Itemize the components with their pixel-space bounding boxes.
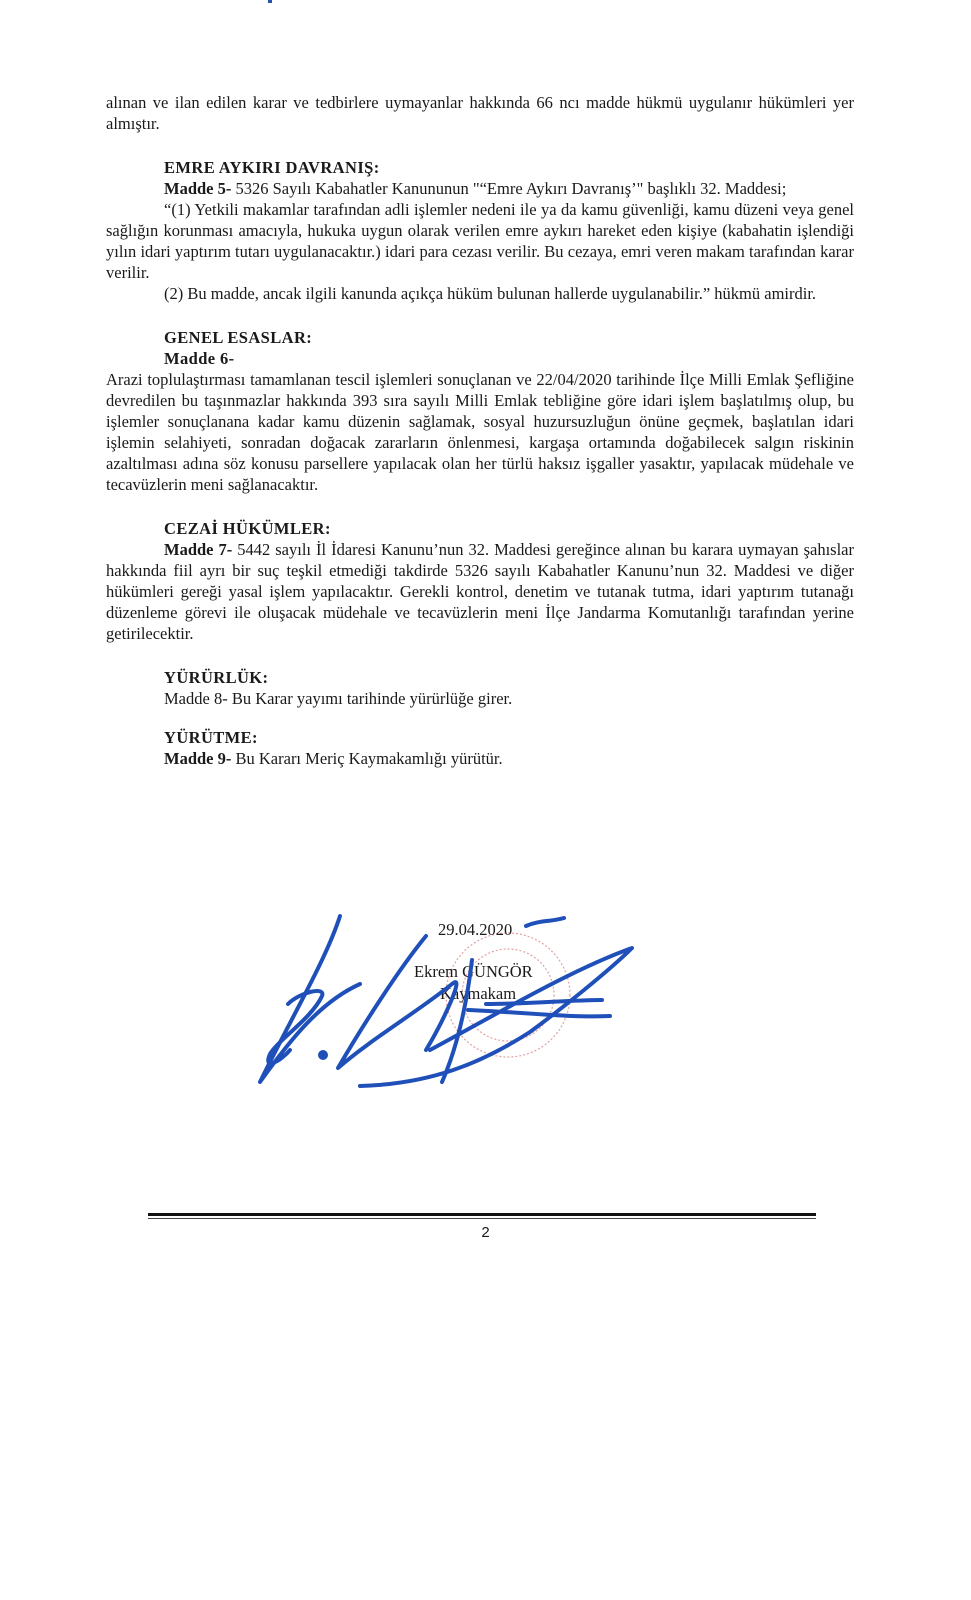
scan-mark: [268, 0, 272, 3]
intro-paragraph: alınan ve ilan edilen karar ve tedbirlere uymayanlar hakkında 66 ncı madde hükmü uygulanır hükümleri yer almıştır.: [106, 93, 854, 133]
signatory-title: Kaymakam: [440, 984, 517, 1003]
madde5-intro-text: 5326 Sayılı Kabahatler Kanununun "“Emre Aykırı Davranış’" başlıklı 32. Maddesi;: [231, 179, 787, 198]
madde8-heading: YÜRÜRLÜK:: [164, 668, 269, 687]
madde8-text: Madde 8- Bu Karar yayımı tarihinde yürürlüğe girer.: [164, 689, 513, 708]
signature-date: 29.04.2020: [438, 920, 513, 939]
madde9-heading: YÜRÜTME:: [164, 728, 258, 747]
handwritten-signature: [230, 900, 670, 1100]
madde5-para1: “(1) Yetkili makamlar tarafından adli işlemler nedeni ile ya da kamu güvenliği, kamu düzeni veya genel sağlığın korunması amacıyla, hukuka uygun olarak verilen emre aykırı hareket eden kişiye (kabahatin işlendiği yılın idari yaptırım tutarı uygulanacaktır.) idari para cezası verilir. Bu cezaya, emri veren makam tarafından karar verilir.: [106, 200, 854, 282]
footer-rule: [148, 1213, 816, 1216]
madde5-label: Madde 5-: [164, 179, 232, 198]
madde7-heading: CEZAİ HÜKÜMLER:: [164, 519, 331, 538]
madde7-text: 5442 sayılı İl İdaresi Kanunu’nun 32. Maddesi gereğince alınan bu karara uymayan şahıslar hakkında fiil ayrı bir suç teşkil etmediği takdirde 5326 sayılı Kabahatler Kanunu’nun 32. Maddesi ve diğer hükümleri gereği yasal işlem yapılacaktır. Gerekli kontrol, denetim ve tutanak tutma, idari yaptırım tutanağı düzenleme görevi ile oluşacak müdehale ve tecavüzlerin meni İlçe Jandarma Komutanlığı tarafından yerine getirilecektir.: [106, 540, 854, 643]
signatory-name: Ekrem GÜNGÖR: [414, 962, 533, 981]
madde9-text: Bu Kararı Meriç Kaymakamlığı yürütür.: [231, 749, 503, 768]
page-number: 2: [481, 1224, 490, 1241]
madde5-para2: (2) Bu madde, ancak ilgili kanunda açıkça hüküm bulunan hallerde uygulanabilir.” hükmü amirdir.: [164, 284, 817, 303]
madde6-text: Arazi toplulaştırması tamamlanan tescil işlemleri sonuçlanan ve 22/04/2020 tarihinde İlçe Milli Emlak Şefliğine devredilen bu taşınmazlar hakkında 393 sıra sayılı Milli Emlak tebliğine göre idari işlem başlatılmış olup, bu işlemler sonuçlanana kadar kamu düzenin sağlamak, sosyal huzursuzluğun önüne geçmek, başlatılan idari işlemin selahiyeti, sonradan doğacak zararların önlenmesi, kargaşa ortamında doğabilecek salgın riskinin azaltılması adına söz konusu parsellere yapılacak olan her türlü haksız işgaller yasaktır, yapılacak müdehale ve tecavüzlerin meni sağlanacaktır.: [106, 370, 854, 494]
madde7-paragraph: [106, 539, 854, 644]
madde7-label: Madde 7-: [164, 540, 233, 559]
madde6-label: Madde 6-: [164, 349, 235, 368]
document-body: [106, 92, 854, 769]
footer-rule-thin: [148, 1218, 816, 1219]
madde5-intro: [106, 178, 854, 199]
madde6-heading: GENEL ESASLAR:: [164, 328, 313, 347]
madde9-paragraph: [106, 748, 854, 769]
madde9-label: Madde 9-: [164, 749, 232, 768]
madde5-heading: EMRE AYKIRI DAVRANIŞ:: [164, 158, 380, 177]
signature-block: [230, 900, 670, 1100]
